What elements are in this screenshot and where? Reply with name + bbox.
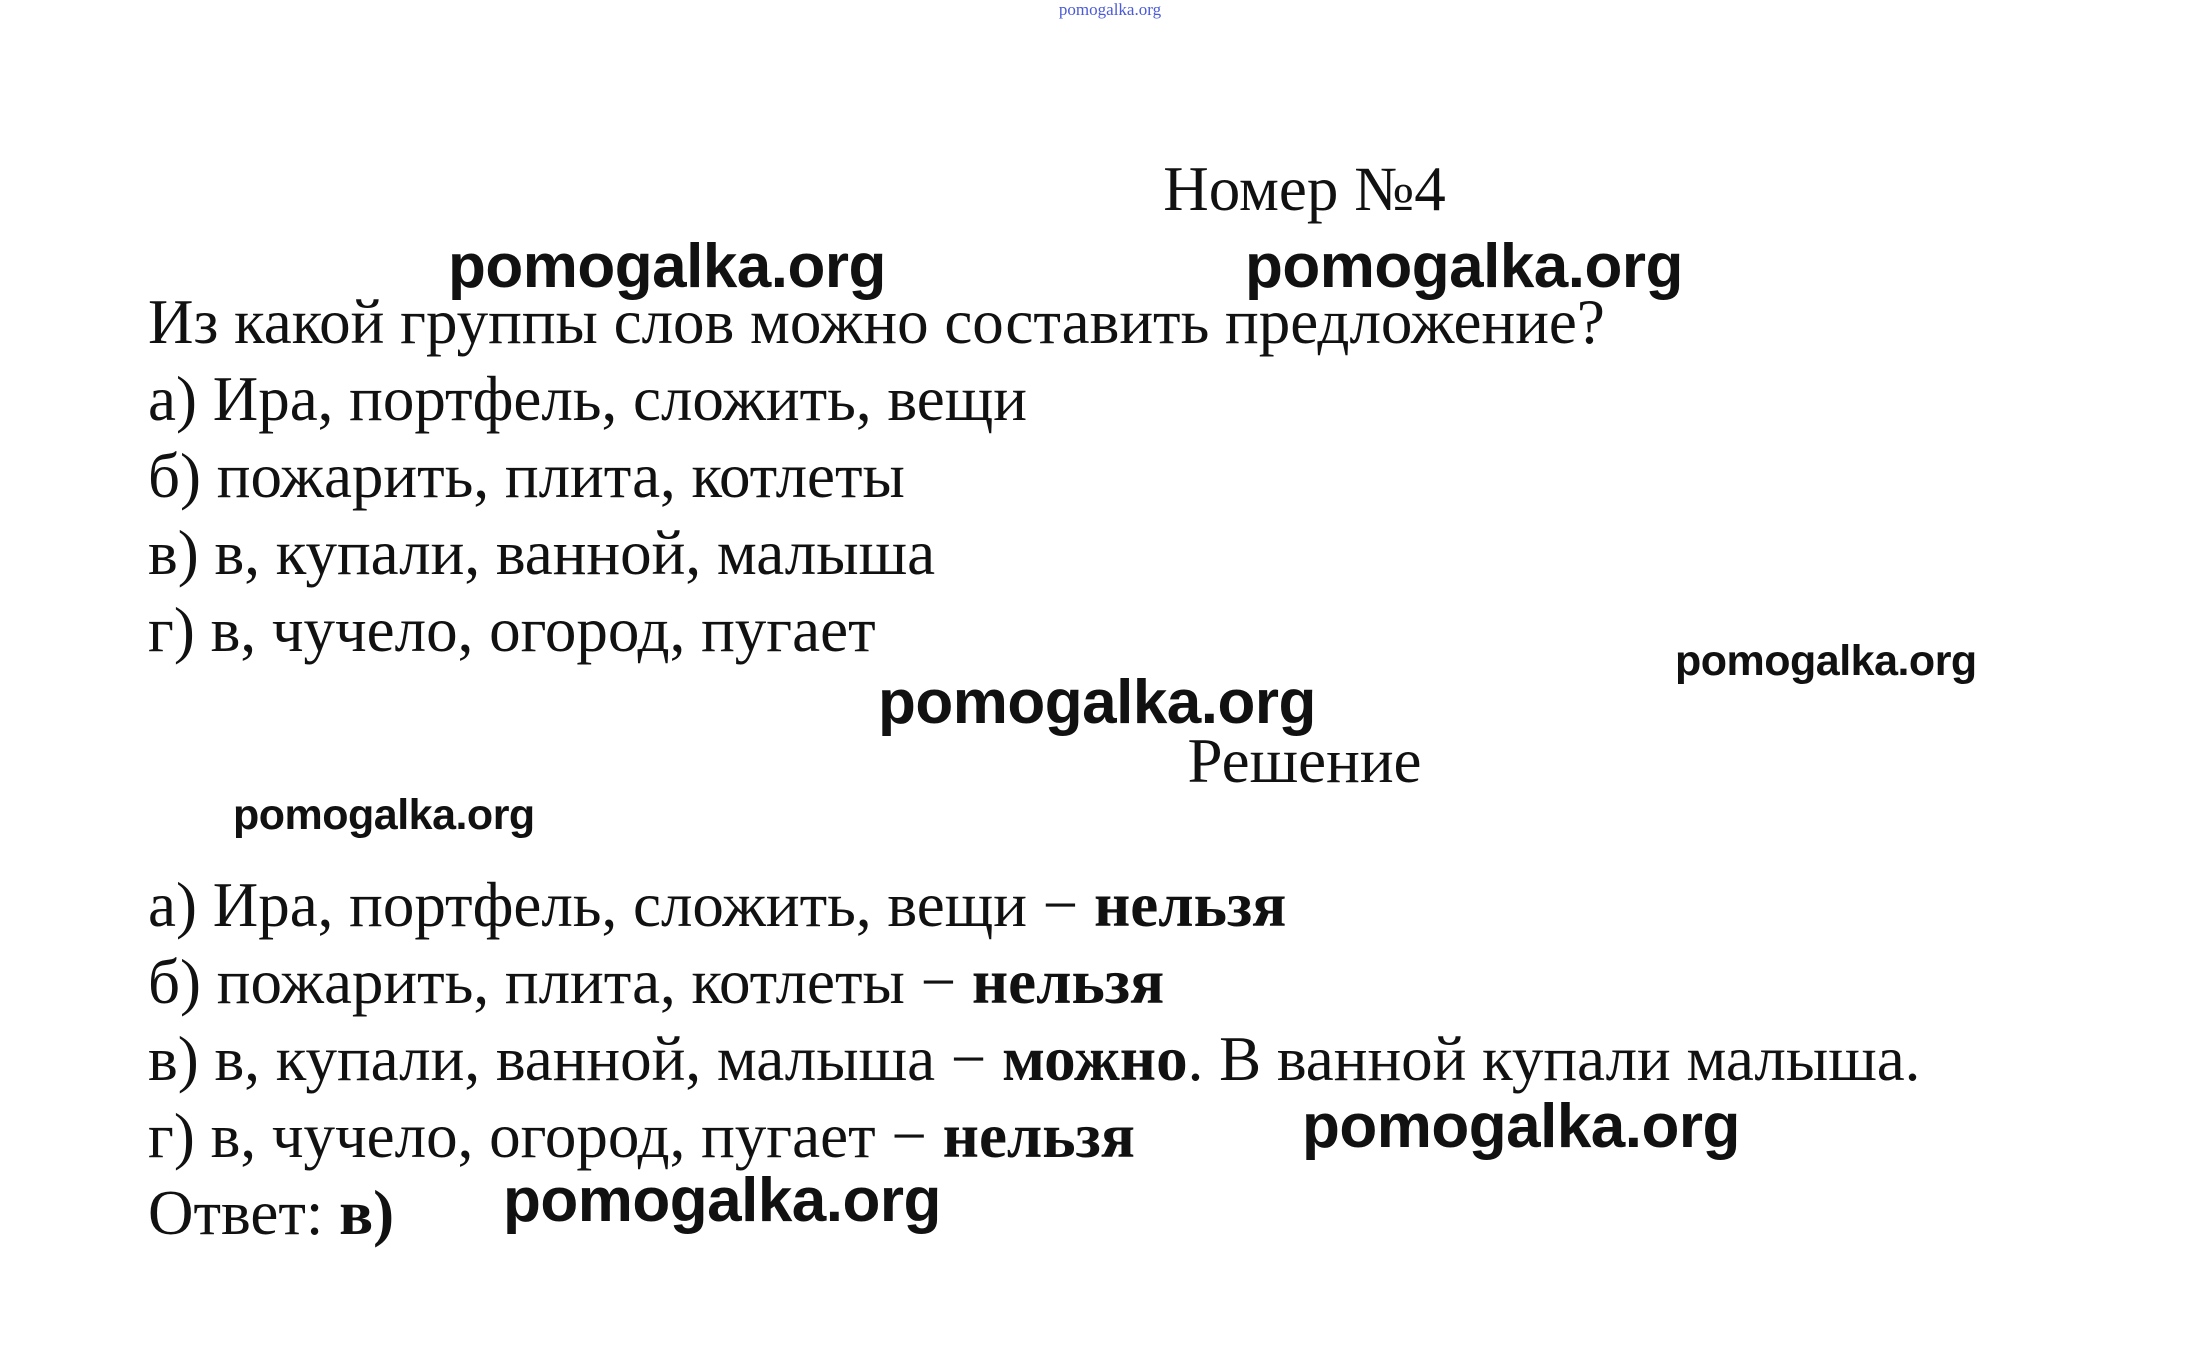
- page-title: Номер №4: [1163, 154, 1446, 224]
- solution-line-a: [148, 868, 1286, 943]
- solution-c-text: в) в, купали, ванной, малыша −: [148, 1024, 1003, 1094]
- solution-line-c: [148, 1022, 1920, 1097]
- solution-a-text: а) Ира, портфель, сложить, вещи −: [148, 870, 1094, 940]
- solution-c-extra: . В ванной купали малыша.: [1187, 1024, 1921, 1094]
- option-b: б) пожарить, плита, котлеты: [148, 441, 905, 511]
- solution-a-verdict: нельзя: [1093, 870, 1287, 940]
- solution-d-text: г) в, чучело, огород, пугает −: [148, 1101, 943, 1171]
- watermark: pomogalka.org: [1302, 1092, 1740, 1161]
- solution-d-verdict: нельзя: [942, 1101, 1135, 1171]
- answer-label: Ответ:: [148, 1178, 340, 1248]
- question-text: Из какой группы слов можно составить предложение?: [148, 287, 1605, 357]
- option-d: г) в, чучело, огород, пугает: [148, 595, 876, 665]
- option-c: в) в, купали, ванной, малыша: [148, 518, 936, 588]
- solution-b-text: б) пожарить, плита, котлеты −: [148, 947, 972, 1017]
- watermark: pomogalka.org: [448, 232, 886, 301]
- watermark: pomogalka.org: [1675, 637, 1977, 685]
- solution-c-verdict: можно: [1002, 1024, 1188, 1094]
- answer-line: [148, 1176, 394, 1251]
- answer-value: в): [339, 1178, 395, 1248]
- watermark: pomogalka.org: [503, 1166, 941, 1235]
- solution-line-d: [148, 1099, 1135, 1174]
- solution-line-b: [148, 945, 1164, 1020]
- watermark: pomogalka.org: [233, 791, 535, 839]
- solution-b-verdict: нельзя: [971, 947, 1165, 1017]
- option-a: а) Ира, портфель, сложить, вещи: [148, 364, 1027, 434]
- solution-title: Решение: [1187, 726, 1422, 796]
- watermark: pomogalka.org: [1245, 232, 1683, 301]
- watermark: pomogalka.org: [878, 668, 1316, 737]
- top-site-mark: pomogalka.org: [1058, 0, 1162, 19]
